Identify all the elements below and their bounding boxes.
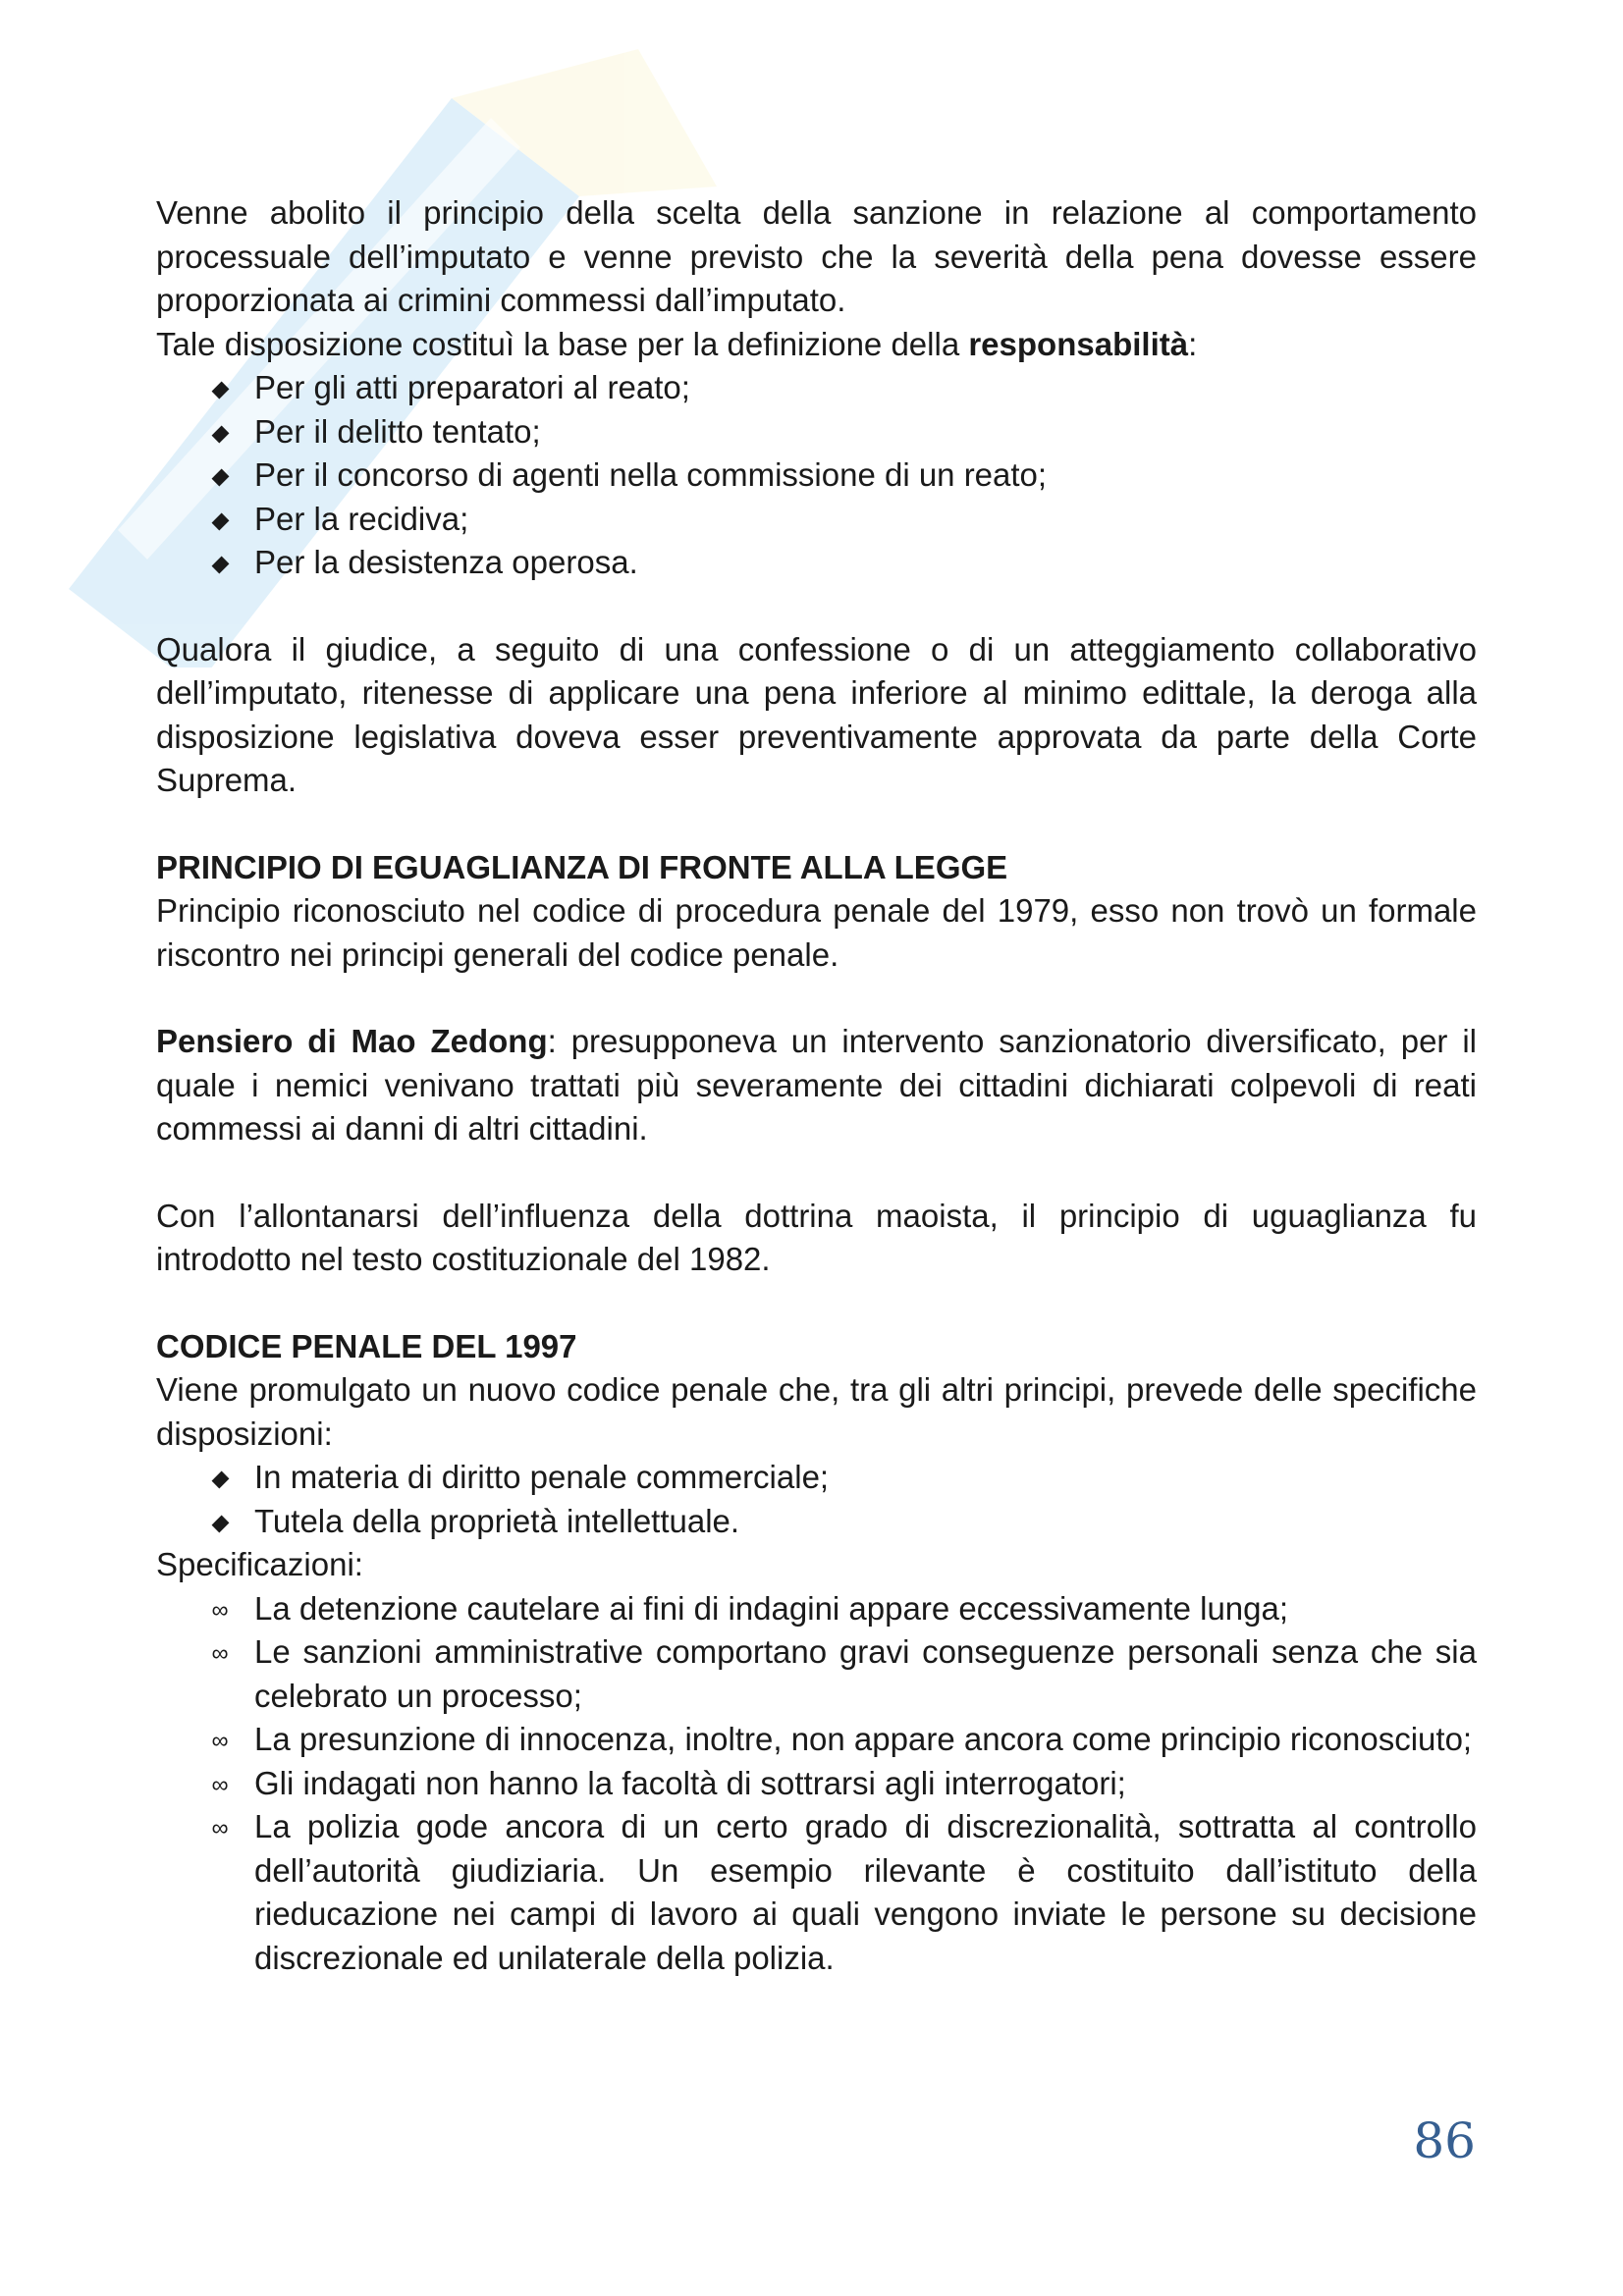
diamond-bullet-icon (205, 1456, 235, 1500)
infinity-bullet-icon: ∞ (211, 1815, 229, 1842)
diamond-bullet-icon (205, 410, 235, 454)
list-item: ∞ La detenzione cautelare ai fini di indagini appare eccessivamente lunga; (156, 1587, 1477, 1631)
responsabilita-list (156, 366, 1477, 585)
list-item: ∞ Gli indagati non hanno la facoltà di sottrarsi agli interrogatori; (156, 1762, 1477, 1806)
paragraph-nuovo-codice: Viene promulgato un nuovo codice penale che, tra gli altri principi, prevede delle specifiche disposizioni: (156, 1371, 1477, 1452)
infinity-bullet-icon: ∞ (211, 1771, 229, 1798)
list-item: Per il concorso di agenti nella commissione di un reato; (156, 454, 1477, 498)
specificazioni-list (156, 1587, 1477, 1981)
responsabilita-colon: : (1188, 325, 1198, 362)
heading-codice-1997: CODICE PENALE DEL 1997 (156, 1327, 577, 1364)
list-item: ∞ Le sanzioni amministrative comportano gravi conseguenze personali senza che sia celebrato un processo; (156, 1630, 1477, 1718)
diamond-bullet-icon (205, 454, 235, 498)
diamond-bullet-icon (205, 498, 235, 542)
document-body (156, 191, 1477, 1980)
list-item: In materia di diritto penale commerciale; (156, 1456, 1477, 1500)
paragraph-confessione: Qualora il giudice, a seguito di una confessione o di un atteggiamento collaborativo dell’imputato, ritenesse di applicare una pena inferiore al minimo edittale, la deroga alla disposizione legislativa doveva esser preventivamente approvata da parte della Corte Suprema. (156, 630, 1477, 798)
paragraph-mao-zedong (156, 1020, 1477, 1151)
diamond-bullet-icon (205, 1500, 235, 1544)
list-item: Per la recidiva; (156, 498, 1477, 542)
paragraph-responsabilita (156, 323, 1477, 367)
mao-zedong-text: : presupponeva un intervento sanzionatorio diversificato, per il quale i nemici venivano trattati più severamente dei cittadini dichiarati colpevoli di reati commessi ai danni di altri cittadini. (156, 1023, 1477, 1147)
page-number: 86 (1413, 2112, 1476, 2169)
responsabilita-term: responsabilità (968, 325, 1189, 362)
infinity-bullet-icon: ∞ (211, 1728, 229, 1754)
list-item: ∞ La presunzione di innocenza, inoltre, non appare ancora come principio riconosciuto; (156, 1718, 1477, 1762)
mao-zedong-term: Pensiero di Mao Zedong (156, 1023, 548, 1059)
paragraph-sanzione: Venne abolito il principio della scelta della sanzione in relazione al comportamento processuale dell’imputato e venne previsto che la severità della pena dovesse essere proporzionata ai crimini commessi dall’imputato. (156, 194, 1477, 318)
list-item: Per la desistenza operosa. (156, 541, 1477, 585)
infinity-bullet-icon: ∞ (211, 1596, 229, 1624)
diamond-bullet-icon (205, 541, 235, 585)
paragraph-specificazioni: Specificazioni: (156, 1546, 363, 1582)
paragraph-uguaglianza-1982: Con l’allontanarsi dell’influenza della dottrina maoista, il principio di uguaglianza fu introdotto nel testo costituzionale del 1982. (156, 1197, 1477, 1277)
infinity-bullet-icon: ∞ (211, 1640, 229, 1667)
responsabilita-intro: Tale disposizione costituì la base per la definizione della (156, 325, 969, 362)
paragraph-procedura-penale: Principio riconosciuto nel codice di procedura penale del 1979, esso non trovò un formale riscontro nei principi generali del codice penale. (156, 892, 1477, 973)
list-item: Per gli atti preparatori al reato; (156, 366, 1477, 410)
list-item: Per il delitto tentato; (156, 410, 1477, 454)
heading-eguaglianza: PRINCIPIO DI EGUAGLIANZA DI FRONTE ALLA LEGGE (156, 848, 1008, 885)
list-item: Tutela della proprietà intellettuale. (156, 1500, 1477, 1544)
disposizioni-list (156, 1456, 1477, 1543)
list-item: ∞ La polizia gode ancora di un certo grado di discrezionalità, sottratta al controllo dell’autorità giudiziaria. Un esempio rilevante è costituito dall’istituto della rieducazione nei campi di lavoro ai quali vengono inviate le persone su decisione discrezionale ed unilaterale della polizia. (156, 1805, 1477, 1980)
diamond-bullet-icon (205, 366, 235, 410)
